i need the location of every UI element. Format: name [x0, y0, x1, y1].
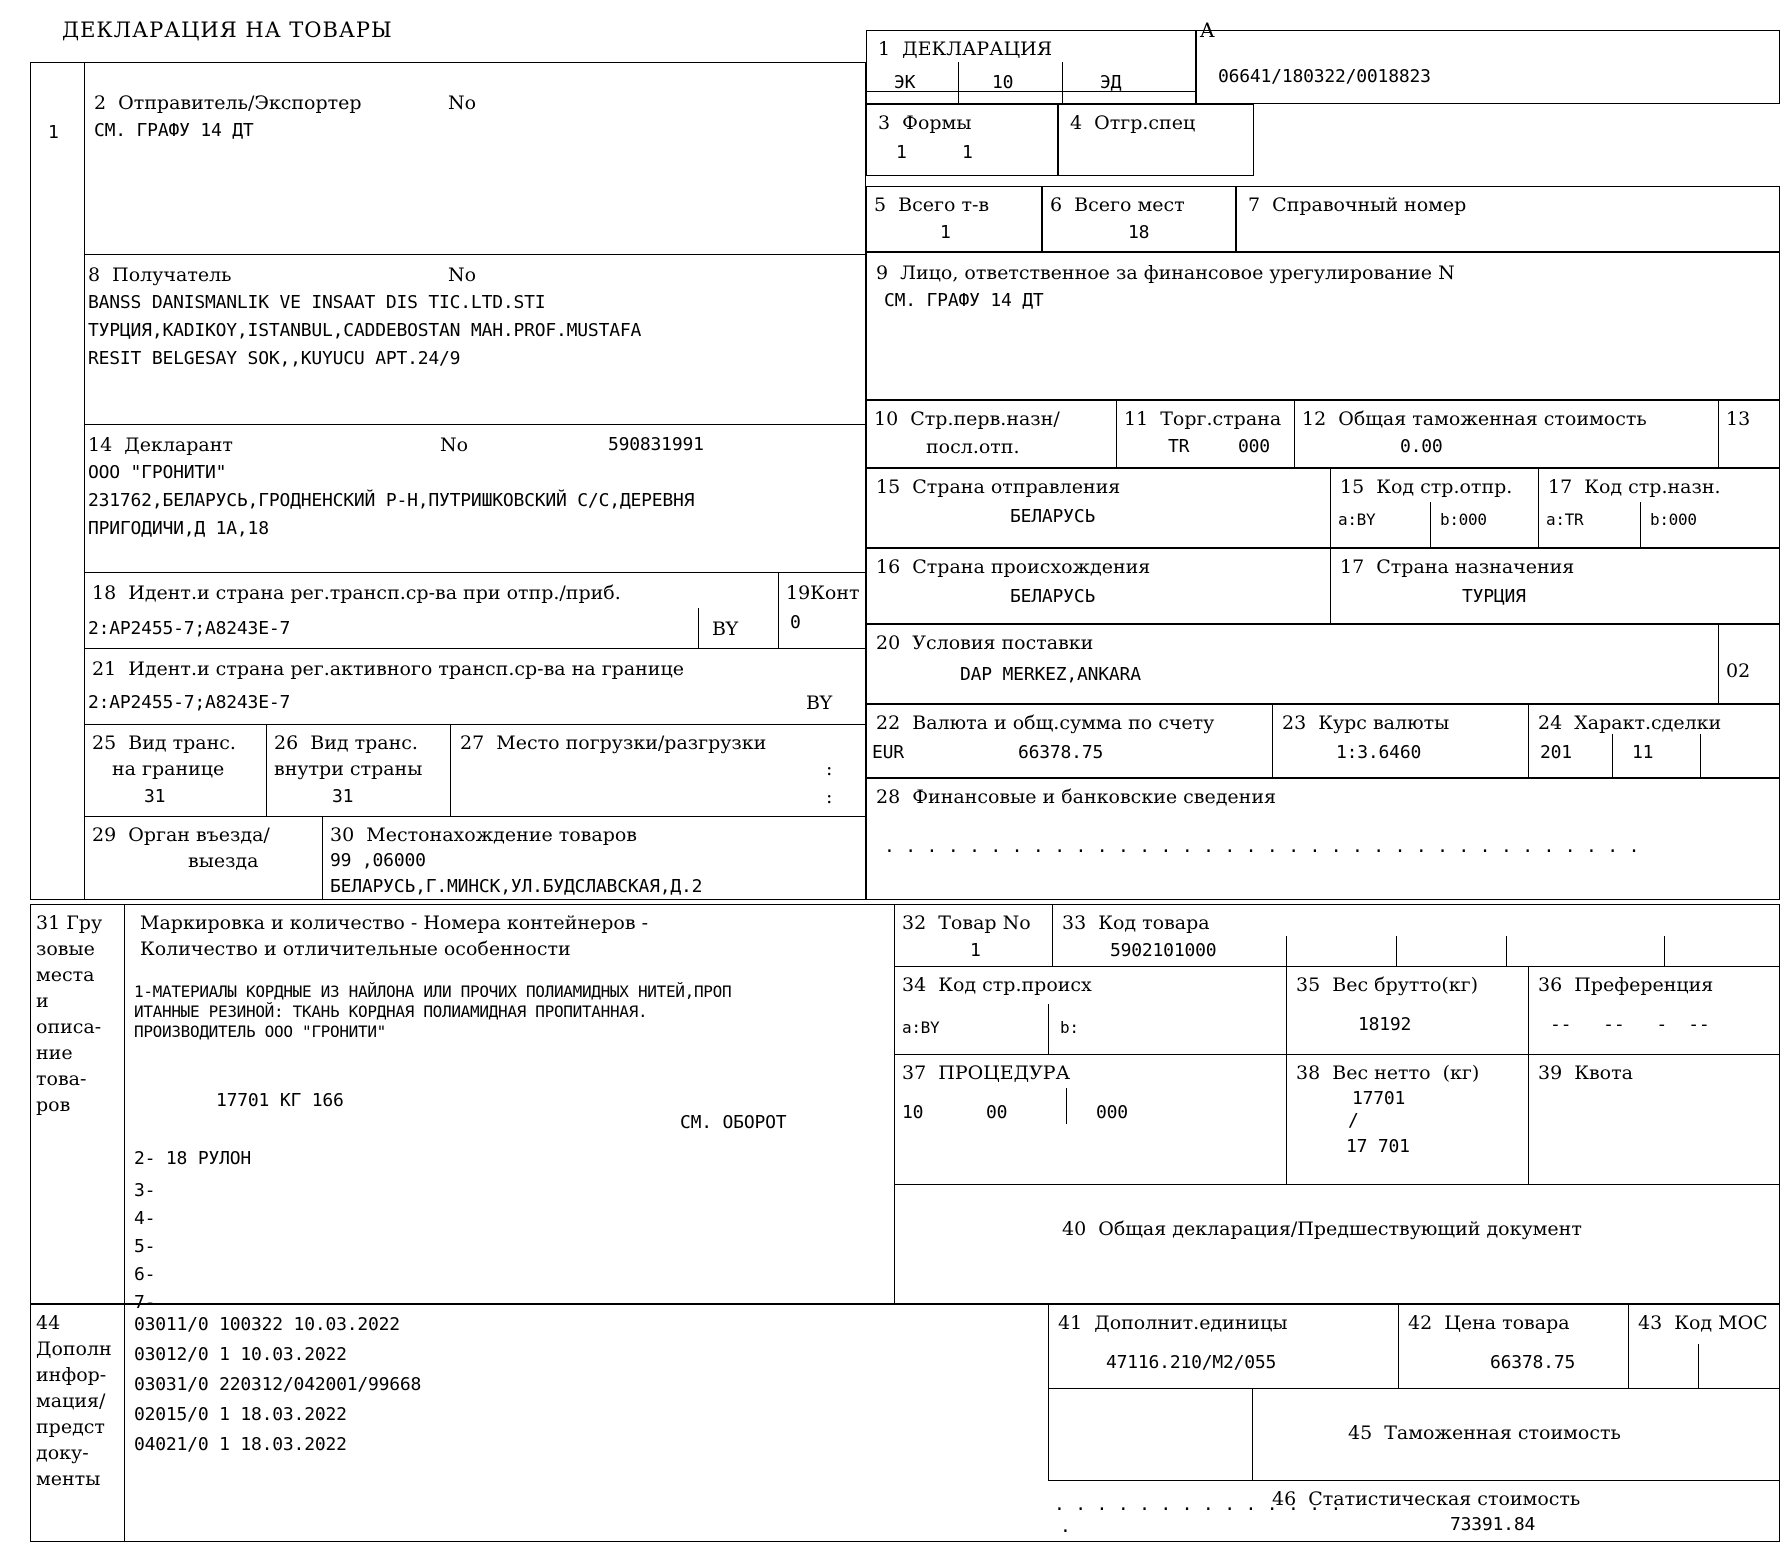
- box31-side-4: описа-: [36, 1016, 102, 1038]
- divider: [1286, 966, 1287, 1054]
- divider: [84, 572, 866, 573]
- box30-line2: БЕЛАРУСЬ,Г.МИНСК,УЛ.БУДСЛАВСКАЯ,Д.2: [330, 876, 703, 897]
- box15a-a: a:BY: [1338, 510, 1376, 529]
- box31-line-1: 3-: [134, 1180, 156, 1201]
- divider: [1698, 1344, 1699, 1388]
- box44-side-4: предст: [36, 1416, 105, 1438]
- box31-line-4: 6-: [134, 1264, 156, 1285]
- box1-ed: ЭД: [1100, 72, 1122, 93]
- box37-v2: 00: [986, 1102, 1008, 1123]
- box5-label: 5 Всего т-в: [874, 194, 990, 216]
- divider: [1612, 734, 1613, 778]
- box14-label: 14 Декларант: [88, 434, 233, 456]
- box36-value: -- -- - --: [1550, 1014, 1710, 1035]
- box40-label: 40 Общая декларация/Предшествующий документ: [1062, 1218, 1582, 1240]
- box10-label2: посл.отп.: [926, 436, 1020, 458]
- box31-header1: Маркировка и количество - Номера контейнеров -: [140, 912, 648, 934]
- box38-v1: 17701: [1352, 1088, 1406, 1109]
- box31-quantity: 17701 КГ 166: [216, 1090, 344, 1111]
- box24-label: 24 Характ.сделки: [1538, 712, 1722, 734]
- box23-value: 1:3.6460: [1336, 742, 1422, 763]
- box15a-label: 15 Код стр.отпр.: [1340, 476, 1513, 498]
- divider: [84, 648, 866, 649]
- box12-label: 12 Общая таможенная стоимость: [1302, 408, 1647, 430]
- divider: [1700, 734, 1701, 778]
- box14-line1: ООО "ГРОНИТИ": [88, 462, 227, 483]
- box42-label: 42 Цена товара: [1408, 1312, 1570, 1334]
- box44-doc-4: 04021/0 1 18.03.2022: [134, 1434, 347, 1455]
- box19-value: 0: [790, 612, 801, 633]
- box8-line3: RESIT BELGESAY SOK,,KUYUCU APT.24/9: [88, 348, 461, 369]
- divider: [958, 62, 959, 104]
- divider: [894, 904, 895, 1304]
- box14-no: No: [440, 434, 469, 456]
- divider: [1048, 1004, 1049, 1054]
- box8-label: 8 Получатель: [88, 264, 232, 286]
- box1-left-marker: 1: [48, 122, 59, 143]
- box34-label: 34 Код стр.происх: [902, 974, 1092, 996]
- box33-value: 5902101000: [1110, 940, 1217, 961]
- box15-label: 15 Страна отправления: [876, 476, 1121, 498]
- divider: [1252, 1388, 1253, 1480]
- box46-value: 73391.84: [1450, 1514, 1536, 1535]
- divider: [1506, 936, 1507, 966]
- box22-currency: EUR: [872, 742, 904, 763]
- box15-value: БЕЛАРУСЬ: [1010, 506, 1096, 527]
- box31-side-7: ров: [36, 1094, 71, 1116]
- box11-country: TR: [1168, 436, 1190, 457]
- box31-line-3: 5-: [134, 1236, 156, 1257]
- box31-side-2: места: [36, 964, 95, 986]
- box28-label: 28 Финансовые и банковские сведения: [876, 786, 1276, 808]
- divider: [84, 254, 866, 255]
- box29-label1: 29 Орган въезда/: [92, 824, 270, 846]
- divider: [1272, 704, 1273, 778]
- box31-side-3: и: [36, 990, 49, 1012]
- corner-letter: A: [1200, 18, 1215, 42]
- box35-label: 35 Вес брутто(кг): [1296, 974, 1479, 996]
- divider: [1528, 1054, 1529, 1184]
- box20-label: 20 Условия поставки: [876, 632, 1094, 654]
- divider: [1528, 966, 1529, 1054]
- divider: [1664, 936, 1665, 966]
- box31-desc1: 1-МАТЕРИАЛЫ КОРДНЫЕ ИЗ НАЙЛОНА ИЛИ ПРОЧИХ ПОЛИАМИДНЫХ НИТЕЙ,ПРОП: [134, 982, 732, 1001]
- divider: [1048, 1388, 1780, 1389]
- divider: [1048, 1304, 1049, 1480]
- divider: [1294, 400, 1295, 468]
- box2-no: No: [448, 92, 477, 114]
- box31-side-1: зовые: [36, 938, 95, 960]
- divider: [1286, 1054, 1287, 1184]
- box25-label1: 25 Вид транс.: [92, 732, 236, 754]
- box26-label2: внутри страны: [274, 758, 423, 780]
- box31-desc2: ИТАННЫЕ РЕЗИНОЙ: ТКАНЬ КОРДНАЯ ПОЛИАМИДНАЯ ПРОПИТАННАЯ.: [134, 1002, 648, 1021]
- box44-doc-1: 03012/0 1 10.03.2022: [134, 1344, 347, 1365]
- box37-label: 37 ПРОЦЕДУРА: [902, 1062, 1070, 1084]
- box32-label: 32 Товар No: [902, 912, 1031, 934]
- box35-value: 18192: [1358, 1014, 1412, 1035]
- box24-value2: 11: [1632, 742, 1654, 763]
- page-title: ДЕКЛАРАЦИЯ НА ТОВАРЫ: [62, 18, 393, 42]
- box1-label: 1 ДЕКЛАРАЦИЯ: [878, 38, 1053, 60]
- box22-label: 22 Валюта и общ.сумма по счету: [876, 712, 1215, 734]
- divider: [124, 904, 125, 1304]
- box18-country: BY: [712, 618, 739, 640]
- box6-value: 18: [1128, 222, 1150, 243]
- box20-code: 02: [1726, 660, 1751, 682]
- box31-line-5: 7-: [134, 1292, 156, 1313]
- box22-amount: 66378.75: [1018, 742, 1104, 763]
- box24-value1: 201: [1540, 742, 1572, 763]
- divider: [894, 1184, 1780, 1185]
- box32-value: 1: [970, 940, 981, 961]
- box26-label1: 26 Вид транс.: [274, 732, 418, 754]
- box11-code: 000: [1238, 436, 1270, 457]
- divider: [84, 62, 85, 900]
- divider: [84, 724, 866, 725]
- box19-label: 19Конт: [786, 582, 860, 604]
- box30-line1: 99 ,06000: [330, 850, 426, 871]
- box23-label: 23 Курс валюты: [1282, 712, 1450, 734]
- box25-value: 31: [144, 786, 166, 807]
- divider: [322, 816, 323, 900]
- divider: [1052, 904, 1053, 966]
- box21-value: 2:AP2455-7;A8243E-7: [88, 692, 291, 713]
- box31-side-6: това-: [36, 1068, 87, 1090]
- divider: [1718, 624, 1719, 704]
- box1-values-row: [866, 62, 1196, 104]
- divider: [1718, 400, 1719, 468]
- box11-label: 11 Торг.страна: [1124, 408, 1282, 430]
- box3-label: 3 Формы: [878, 112, 972, 134]
- divider: [1286, 936, 1287, 966]
- box4-label: 4 Отгр.спец: [1070, 112, 1196, 134]
- box39-label: 39 Квота: [1538, 1062, 1633, 1084]
- divider: [1538, 468, 1539, 548]
- box2-label: 2 Отправитель/Экспортер: [94, 92, 362, 114]
- box38-label: 38 Вес нетто (кг): [1296, 1062, 1480, 1084]
- box37-v1: 10: [902, 1102, 924, 1123]
- box38-slash: /: [1348, 1110, 1359, 1131]
- box34-a: a:BY: [902, 1018, 940, 1037]
- box36-label: 36 Преференция: [1538, 974, 1714, 996]
- box28-dots: . . . . . . . . . . . . . . . . . . . . . . . . . . . . . . . . . . . .: [884, 836, 1640, 857]
- box46-dot: .: [1060, 1516, 1071, 1537]
- box46-dots: . . . . . . . . . . . . . .: [1054, 1494, 1342, 1515]
- divider: [450, 724, 451, 816]
- divider: [894, 966, 1780, 967]
- box17-label: 17 Страна назначения: [1340, 556, 1575, 578]
- box9-label: 9 Лицо, ответственное за финансовое урегулирование N: [876, 262, 1455, 284]
- box31-side-5: ние: [36, 1042, 73, 1064]
- box43-label: 43 Код МОС: [1638, 1312, 1768, 1334]
- box15a-b: b:000: [1440, 510, 1487, 529]
- box17a-b: b:000: [1650, 510, 1697, 529]
- reference-number: 06641/180322/0018823: [1218, 66, 1431, 87]
- box18-label: 18 Идент.и страна рег.трансп.ср-ва при отпр./приб.: [92, 582, 621, 604]
- box5-value: 1: [940, 222, 951, 243]
- box31-line-0: 2- 18 РУЛОН: [134, 1148, 252, 1169]
- box30-label: 30 Местонахождение товаров: [330, 824, 637, 846]
- box20-value: DAP MERKEZ,ANKARA: [960, 664, 1141, 685]
- box44-side-6: менты: [36, 1468, 101, 1490]
- box10-label: 10 Стр.перв.назн/: [874, 408, 1060, 430]
- divider: [84, 816, 866, 817]
- box2-value: СМ. ГРАФУ 14 ДТ: [94, 120, 254, 141]
- box44-doc-3: 02015/0 1 18.03.2022: [134, 1404, 347, 1425]
- box14-line3: ПРИГОДИЧИ,Д 1А,18: [88, 518, 269, 539]
- box33-label: 33 Код товара: [1062, 912, 1210, 934]
- divider: [266, 724, 267, 816]
- box8-no: No: [448, 264, 477, 286]
- box8-line2: ТУРЦИЯ,KADIKOY,ISTANBUL,CADDEBOSTAN MAH.PROF.MUSTAFA: [88, 320, 642, 341]
- box12-value: 0.00: [1400, 436, 1443, 457]
- box44-side-2: инфор-: [36, 1364, 107, 1386]
- divider: [1640, 502, 1641, 548]
- box31-header2: Количество и отличительные особенности: [140, 938, 571, 960]
- box46-label: 46 Статистическая стоимость: [1272, 1488, 1581, 1510]
- box25-label2: на границе: [112, 758, 225, 780]
- box13-label: 13: [1726, 408, 1751, 430]
- box34-b: b:: [1060, 1018, 1079, 1037]
- box21-label: 21 Идент.и страна рег.активного трансп.ср-ва на границе: [92, 658, 684, 680]
- divider: [1062, 62, 1063, 104]
- box42-value: 66378.75: [1490, 1352, 1576, 1373]
- divider: [1398, 1304, 1399, 1388]
- box41-label: 41 Дополнит.единицы: [1058, 1312, 1288, 1334]
- box16-value: БЕЛАРУСЬ: [1010, 586, 1096, 607]
- box38-v2: 17 701: [1346, 1136, 1410, 1157]
- box31-side-0: 31 Гру: [36, 912, 103, 934]
- box8-line1: BANSS DANISMANLIK VE INSAAT DIS TIC.LTD.STI: [88, 292, 546, 313]
- divider: [1396, 936, 1397, 966]
- divider: [778, 572, 779, 648]
- box3-value1: 1: [896, 142, 907, 163]
- divider: [1252, 1480, 1780, 1481]
- divider: [1048, 1480, 1252, 1481]
- box21-country: BY: [806, 692, 833, 714]
- box44-doc-2: 03031/0 220312/042001/99668: [134, 1374, 422, 1395]
- box17-value: ТУРЦИЯ: [1462, 586, 1526, 607]
- box1-code: 10: [992, 72, 1014, 93]
- box6-label: 6 Всего мест: [1050, 194, 1185, 216]
- box44-side-1: Дополн: [36, 1338, 112, 1360]
- box31-see-back: СМ. ОБОРОТ: [680, 1112, 787, 1133]
- box3-value2: 1: [962, 142, 973, 163]
- divider: [1066, 1088, 1067, 1124]
- divider: [1528, 704, 1529, 778]
- box17a-label: 17 Код стр.назн.: [1548, 476, 1721, 498]
- box44-side-3: мация/: [36, 1390, 106, 1412]
- box14-number: 590831991: [608, 434, 704, 455]
- box26-value: 31: [332, 786, 354, 807]
- divider: [894, 1054, 1780, 1055]
- divider: [84, 424, 866, 425]
- box27-colon2: :: [826, 786, 833, 808]
- divider: [1330, 468, 1331, 548]
- box16-label: 16 Страна происхождения: [876, 556, 1151, 578]
- box27-label: 27 Место погрузки/разгрузки: [460, 732, 767, 754]
- box37-v3: 000: [1096, 1102, 1128, 1123]
- box31-line-2: 4-: [134, 1208, 156, 1229]
- divider: [1330, 548, 1331, 624]
- box44-doc-0: 03011/0 100322 10.03.2022: [134, 1314, 400, 1335]
- divider: [1430, 502, 1431, 548]
- box45-label: 45 Таможенная стоимость: [1348, 1422, 1621, 1444]
- box27-colon1: :: [826, 758, 833, 780]
- divider: [124, 1304, 125, 1542]
- box18-value: 2:AP2455-7;A8243E-7: [88, 618, 291, 639]
- box1-type: ЭК: [894, 72, 916, 93]
- divider: [1116, 400, 1117, 468]
- divider: [698, 608, 699, 648]
- box41-value: 47116.210/M2/055: [1106, 1352, 1277, 1373]
- box14-line2: 231762,БЕЛАРУСЬ,ГРОДНЕНСКИЙ Р-Н,ПУТРИШКОВСКИЙ С/С,ДЕРЕВНЯ: [88, 490, 695, 511]
- box7-label: 7 Справочный номер: [1248, 194, 1467, 216]
- box29-label2: выезда: [188, 850, 259, 872]
- box44-side-5: доку-: [36, 1442, 89, 1464]
- box9-value: СМ. ГРАФУ 14 ДТ: [884, 290, 1044, 311]
- divider: [1628, 1304, 1629, 1388]
- box31-desc3: ПРОИЗВОДИТЕЛЬ ООО "ГРОНИТИ": [134, 1022, 386, 1041]
- box17a-a: a:TR: [1546, 510, 1584, 529]
- box44-side-0: 44: [36, 1312, 61, 1334]
